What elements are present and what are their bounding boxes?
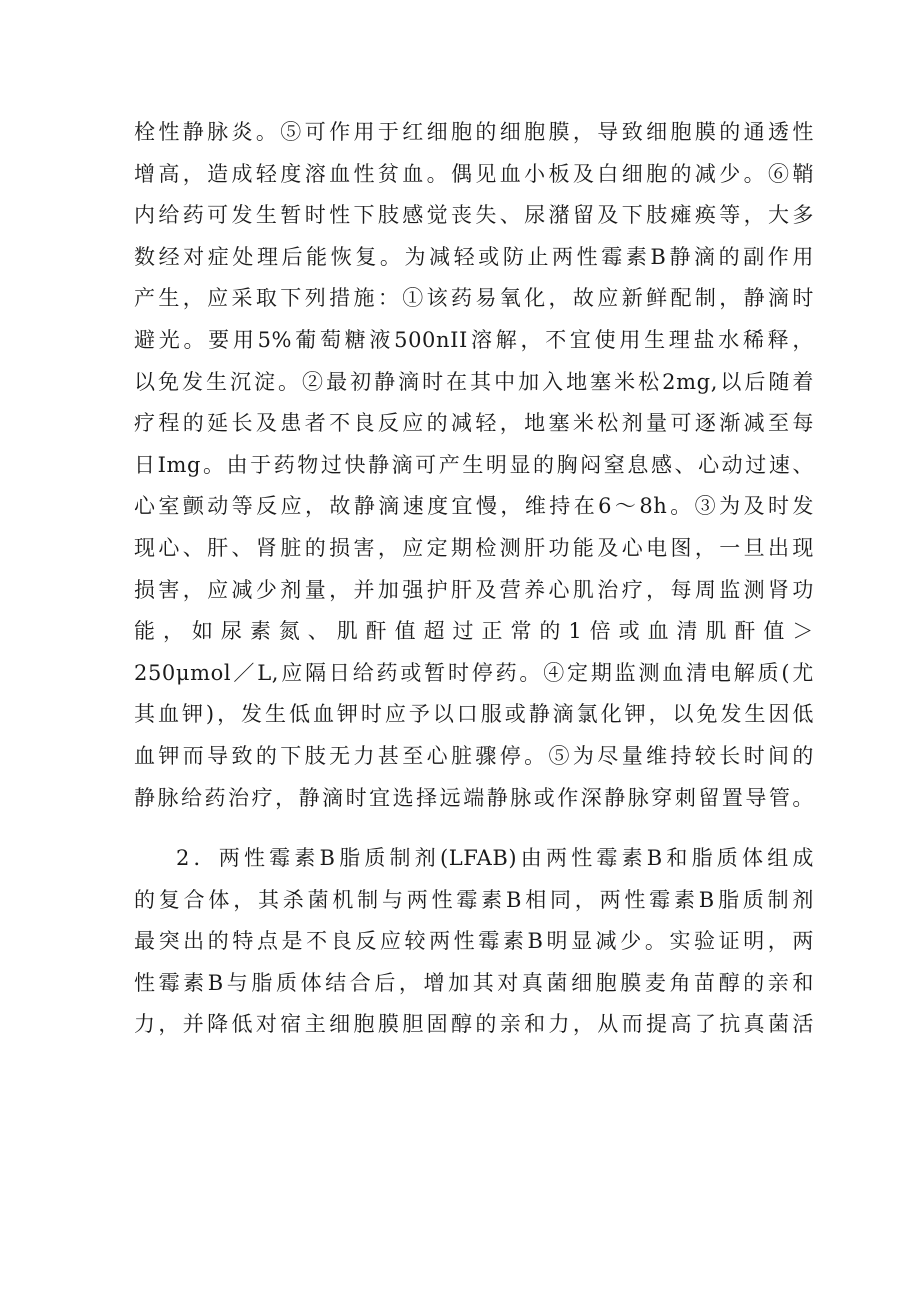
text-line: 其血钾)，发生低血钾时应予以口服或静滴氯化钾，以免发生因低 bbox=[134, 702, 814, 727]
text-line: 性霉素B与脂质体结合后，增加其对真菌细胞膜麦角苗醇的亲和 bbox=[134, 970, 814, 995]
text-line: 产生，应采取下列措施：①该药易氧化，故应新鲜配制，静滴时 bbox=[134, 286, 814, 311]
text-line: 2．两性霉素B脂质制剂(LFAB)由两性霉素B和脂质体组成 bbox=[176, 846, 814, 871]
text-line: 疗程的延长及患者不良反应的减轻，地塞米松剂量可逐渐减至每 bbox=[134, 411, 814, 436]
text-line: 数经对症处理后能恢复。为减轻或防止两性霉素B静滴的副作用 bbox=[134, 244, 814, 269]
text-line: 心室颤动等反应，故静滴速度宜慢，维持在6～8h。③为及时发 bbox=[134, 494, 814, 519]
text-line: 血钾而导致的下肢无力甚至心脏骤停。⑤为尽量维持较长时间的 bbox=[134, 743, 814, 768]
text-line: 栓性静脉炎。⑤可作用于红细胞的细胞膜，导致细胞膜的通透性 bbox=[134, 120, 814, 144]
text-line: 的复合体，其杀菌机制与两性霉素B相同，两性霉素B脂质制剂 bbox=[134, 887, 814, 912]
text-line: 内给药可发生暂时性下肢感觉丧失、尿潴留及下肢瘫痪等，大多 bbox=[134, 203, 814, 228]
paragraph-2 bbox=[134, 838, 814, 1046]
text-line: 现心、肝、肾脏的损害，应定期检测肝功能及心电图，一旦出现 bbox=[134, 535, 814, 560]
text-line: 以免发生沉淀。②最初静滴时在其中加入地塞米松2mg,以后随着 bbox=[134, 369, 814, 394]
paragraph-gap bbox=[134, 819, 814, 838]
text-line: 最突出的特点是不良反应较两性霉素B明显减少。实验证明，两 bbox=[134, 929, 814, 954]
text-line: 250μmol／L,应隔日给药或暂时停药。④定期监测血清电解质(尤 bbox=[134, 660, 814, 685]
text-line: 静脉给药治疗，静滴时宜选择远端静脉或作深静脉穿刺留置导管。 bbox=[134, 785, 814, 810]
text-line: 增高，造成轻度溶血性贫血。偶见血小板及白细胞的减少。⑥鞘 bbox=[134, 161, 814, 186]
text-line: 损害，应减少剂量，并加强护肝及营养心肌治疗，每周监测肾功 bbox=[134, 577, 814, 602]
text-line: 力，并降低对宿主细胞膜胆固醇的亲和力，从而提高了抗真菌活 bbox=[134, 1012, 814, 1037]
paragraph-1 bbox=[134, 112, 814, 819]
text-line: 能，如尿素氮、肌酐值超过正常的1倍或血清肌酐值＞ bbox=[134, 619, 814, 644]
body-text bbox=[134, 112, 814, 1046]
text-line: 日Img。由于药物过快静滴可产生明显的胸闷窒息感、心动过速、 bbox=[134, 452, 814, 477]
text-line: 避光。要用5%葡萄糖液500nII溶解，不宜使用生理盐水稀释， bbox=[134, 327, 814, 352]
